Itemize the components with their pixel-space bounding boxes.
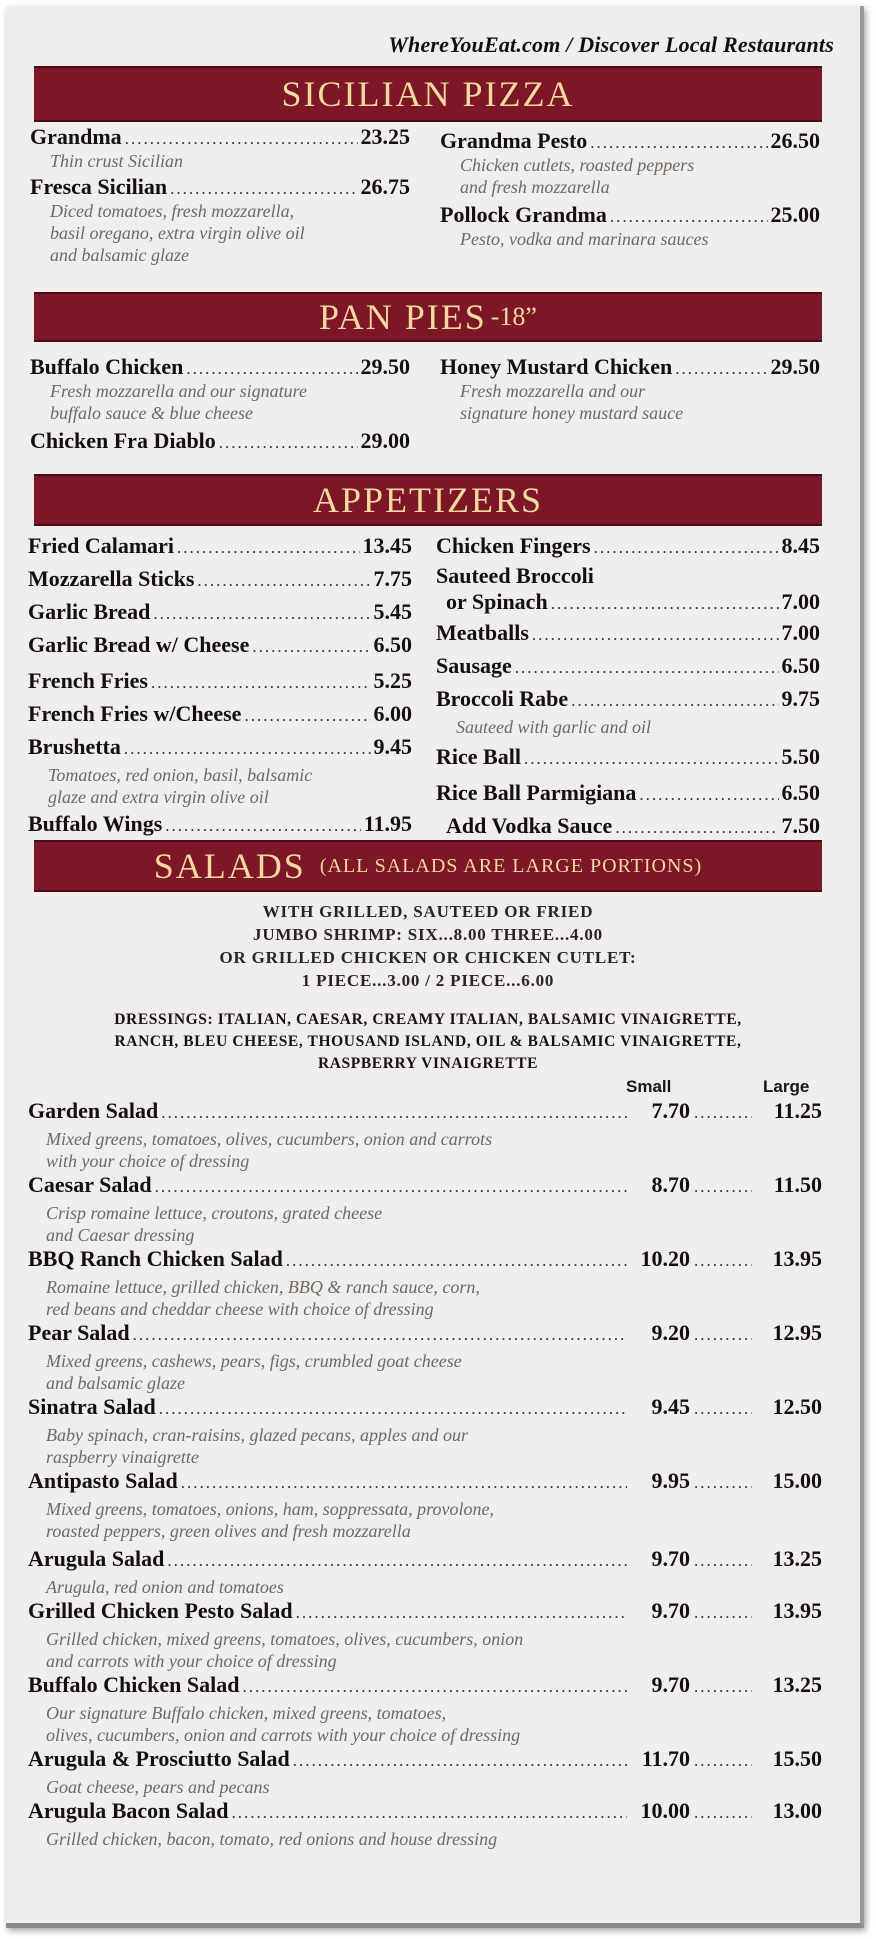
price-large: 13.95 (772, 1246, 822, 1271)
leader-dots (694, 1177, 752, 1197)
menu-item (30, 354, 410, 424)
item-name: Buffalo Wings (28, 811, 163, 836)
item-price: 13.45 (362, 533, 412, 558)
leader-dots (694, 1551, 752, 1571)
menu-item (30, 174, 410, 266)
menu-item (440, 202, 820, 250)
item-price: 25.00 (770, 202, 820, 227)
section-size: -18” (490, 302, 537, 331)
item-price: 7.75 (373, 566, 412, 591)
leader-dots (594, 532, 779, 563)
menu-item (28, 808, 412, 841)
leader-dots (219, 433, 358, 453)
menu-item (436, 650, 820, 683)
item-description: Baby spinach, cran-raisins, glazed pecans, apples and our (46, 1425, 468, 1445)
leader-dots (694, 1325, 752, 1345)
menu-item (440, 128, 820, 198)
section-subtitle: (ALL SALADS ARE LARGE PORTIONS) (319, 854, 703, 877)
item-name: French Fries w/Cheese (28, 701, 242, 726)
addon-line: WITH GRILLED, SAUTEED OR FRIED (262, 902, 594, 921)
item-name: Add Vodka Sauce (446, 813, 613, 838)
leader-dots (165, 810, 360, 841)
item-name: Chicken Fingers (436, 533, 591, 558)
item-description: Diced tomatoes, fresh mozzarella, (50, 201, 295, 221)
item-description: Pesto, vodka and marinara sauces (460, 229, 709, 249)
item-description: and Caesar dressing (46, 1225, 195, 1245)
price-small: 8.70 (651, 1172, 690, 1197)
item-description: and fresh mozzarella (460, 177, 610, 197)
leader-dots (186, 359, 357, 379)
item-name: Antipasto Salad (28, 1468, 178, 1493)
item-description: Chicken cutlets, roasted peppers (460, 155, 695, 175)
menu-item (28, 530, 412, 563)
item-name: Buffalo Chicken (30, 354, 184, 379)
leader-dots (151, 667, 371, 698)
item-name: Buffalo Chicken Salad (28, 1672, 240, 1697)
menu-item (28, 698, 412, 731)
item-price: 23.25 (360, 124, 410, 149)
item-name: Sauteed Broccoli (436, 563, 594, 588)
price-large: 15.00 (772, 1468, 822, 1493)
item-name: Fresca Sicilian (30, 174, 168, 199)
leader-dots (296, 1603, 627, 1623)
item-price: 9.45 (373, 734, 412, 759)
item-price: 7.00 (781, 620, 820, 645)
menu-item (28, 665, 412, 698)
leader-dots (639, 779, 778, 810)
item-name: Mozzarella Sticks (28, 566, 195, 591)
item-description: Romaine lettuce, grilled chicken, BBQ & ranch sauce, corn, (46, 1277, 480, 1297)
item-description: roasted peppers, green olives and fresh mozzarella (46, 1521, 411, 1541)
item-description: Our signature Buffalo chicken, mixed greens, tomatoes, (46, 1703, 447, 1723)
menu-item (436, 563, 820, 617)
item-description: Fresh mozzarella and our signature (50, 381, 308, 401)
menu-item (436, 530, 820, 563)
item-description: signature honey mustard sauce (460, 403, 684, 423)
menu-item (436, 683, 820, 738)
item-description: buffalo sauce & blue cheese (50, 403, 253, 423)
item-name: Brushetta (28, 734, 121, 759)
item-price: 29.50 (360, 354, 410, 379)
addon-line: OR GRILLED CHICKEN OR CHICKEN CUTLET: (219, 948, 637, 967)
item-name: Grandma Pesto (440, 128, 588, 153)
item-name: Garlic Bread w/ Cheese (28, 632, 250, 657)
leader-dots (524, 743, 779, 774)
item-name: Rice Ball Parmigiana (436, 780, 637, 805)
addon-line: JUMBO SHRIMP: SIX...8.00 THREE...4.00 (253, 925, 603, 944)
price-small: 9.70 (651, 1672, 690, 1697)
item-description: Mixed greens, tomatoes, onions, ham, soppressata, provolone, (46, 1499, 494, 1519)
price-small: 9.70 (651, 1598, 690, 1623)
leader-dots (694, 1251, 752, 1271)
leader-dots (694, 1677, 752, 1697)
item-description: and balsamic glaze (46, 1373, 185, 1393)
salad-item (28, 1394, 822, 1468)
item-description: Sauteed with garlic and oil (456, 717, 651, 737)
leader-dots (694, 1399, 752, 1419)
item-name: Broccoli Rabe (436, 686, 569, 711)
item-name: Grilled Chicken Pesto Salad (28, 1598, 293, 1623)
price-small: 9.95 (651, 1468, 690, 1493)
item-description: and balsamic glaze (50, 245, 189, 265)
salad-item (28, 1320, 822, 1394)
item-price: 29.00 (360, 428, 410, 453)
price-small: 9.70 (651, 1546, 690, 1571)
salad-addons (34, 900, 822, 992)
item-description: Thin crust Sicilian (50, 151, 184, 171)
menu-page (6, 6, 864, 1928)
leader-dots (155, 1177, 627, 1197)
item-name: Grandma (30, 124, 122, 149)
leader-dots (170, 179, 357, 199)
item-name: Garden Salad (28, 1098, 159, 1123)
site-watermark: WhereYouEat.com / Discover Local Restaurants (388, 32, 834, 57)
item-description: Goat cheese, pears and pecans (46, 1777, 270, 1797)
leader-dots (286, 1251, 627, 1271)
leader-dots (694, 1751, 752, 1771)
item-price: 5.45 (373, 599, 412, 624)
section-header-sicilian-pizza (34, 66, 822, 122)
pan-pies-left-column (30, 354, 410, 454)
leader-dots (181, 1473, 627, 1493)
item-price: 7.00 (781, 589, 820, 614)
item-description: Mixed greens, tomatoes, olives, cucumbers, onion and carrots (46, 1129, 493, 1149)
item-description: basil oregano, extra virgin olive oil (50, 223, 305, 243)
leader-dots (153, 598, 370, 629)
item-description: Tomatoes, red onion, basil, balsamic (48, 765, 313, 785)
section-title: APPETIZERS (312, 480, 544, 520)
item-name: Sinatra Salad (28, 1394, 156, 1419)
leader-dots (694, 1603, 752, 1623)
leader-dots (244, 700, 370, 731)
salad-item (28, 1172, 822, 1246)
leader-dots (243, 1677, 628, 1697)
section-header-appetizers (34, 474, 822, 526)
item-description: red beans and cheddar cheese with choice of dressing (46, 1299, 434, 1319)
price-large: 13.25 (772, 1672, 822, 1697)
price-large: 15.50 (772, 1746, 822, 1771)
dressings-line: RANCH, BLEU CHEESE, THOUSAND ISLAND, OIL & BALSAMIC VINAIGRETTE, (114, 1033, 742, 1050)
menu-item (440, 354, 820, 424)
menu-item (436, 741, 820, 774)
leader-dots (590, 133, 767, 153)
item-description: olives, cucumbers, onion and carrots with your choice of dressing (46, 1725, 521, 1745)
price-large: 12.50 (772, 1394, 822, 1419)
item-name: Arugula Salad (28, 1546, 165, 1571)
item-price: 11.95 (363, 811, 412, 836)
salad-item (28, 1598, 822, 1672)
leader-dots (532, 619, 779, 650)
price-small: 10.20 (640, 1246, 690, 1271)
leader-dots (167, 1551, 627, 1571)
addon-line: 1 PIECE...3.00 / 2 PIECE...6.00 (301, 971, 555, 990)
leader-dots (293, 1751, 627, 1771)
price-large: 11.25 (773, 1098, 822, 1123)
item-description: Grilled chicken, mixed greens, tomatoes, olives, cucumbers, onion (46, 1629, 524, 1649)
item-description: Mixed greens, cashews, pears, figs, crumbled goat cheese (46, 1351, 462, 1371)
pan-pies-right-column (440, 354, 820, 424)
item-description: Grilled chicken, bacon, tomato, red onions and house dressing (46, 1829, 498, 1849)
item-name: Sausage (436, 653, 512, 678)
menu-item (28, 563, 412, 596)
price-small: 7.70 (651, 1098, 690, 1123)
section-title: SICILIAN PIZZA (281, 74, 575, 114)
appetizers-left-column (28, 530, 412, 841)
price-small: 9.20 (651, 1320, 690, 1345)
item-name: Rice Ball (436, 744, 521, 769)
item-name: Pollock Grandma (440, 202, 607, 227)
leader-dots (571, 685, 778, 716)
item-price: 6.50 (781, 780, 820, 805)
leader-dots (615, 812, 778, 843)
item-price: 5.50 (781, 744, 820, 769)
salad-item (28, 1746, 822, 1798)
leader-dots (675, 359, 767, 379)
appetizers-right-column (436, 530, 820, 843)
leader-dots (515, 652, 779, 683)
item-name: Honey Mustard Chicken (440, 354, 673, 379)
salad-item (28, 1468, 822, 1542)
size-header-small: Small (626, 1077, 672, 1096)
item-description: raspberry vinaigrette (46, 1447, 199, 1467)
price-small: 10.00 (640, 1798, 690, 1823)
item-description: with your choice of dressing (46, 1151, 250, 1171)
price-large: 13.00 (772, 1798, 822, 1823)
item-price: 7.50 (781, 813, 820, 838)
salad-item (28, 1546, 822, 1598)
size-header-large: Large (763, 1077, 810, 1096)
leader-dots (252, 631, 370, 662)
item-name: Fried Calamari (28, 533, 175, 558)
salad-item (28, 1798, 822, 1850)
item-description: and carrots with your choice of dressing (46, 1651, 337, 1671)
item-price: 26.50 (770, 128, 820, 153)
menu-item (30, 428, 410, 454)
section-title: SALADS (153, 846, 306, 886)
salad-dressings (28, 1009, 828, 1075)
item-price: 29.50 (770, 354, 820, 379)
leader-dots (124, 733, 371, 764)
leader-dots (232, 1803, 628, 1823)
item-price: 8.45 (781, 533, 820, 558)
item-name: Pear Salad (28, 1320, 130, 1345)
item-price: 6.00 (373, 701, 412, 726)
menu-item (30, 124, 410, 172)
item-price: 5.25 (373, 668, 412, 693)
menu-item (436, 777, 820, 810)
leader-dots (694, 1803, 752, 1823)
leader-dots (161, 1103, 627, 1123)
item-name: French Fries (28, 668, 148, 693)
item-name: Garlic Bread (28, 599, 151, 624)
leader-dots (694, 1103, 752, 1123)
dressings-line: DRESSINGS: ITALIAN, CAESAR, CREAMY ITALIAN, BALSAMIC VINAIGRETTE, (114, 1011, 742, 1028)
item-price: 26.75 (360, 174, 410, 199)
leader-dots (197, 565, 370, 596)
item-name: Meatballs (436, 620, 529, 645)
item-name: Arugula & Prosciutto Salad (28, 1746, 290, 1771)
item-description: glaze and extra virgin olive oil (48, 787, 269, 807)
leader-dots (177, 532, 359, 563)
leader-dots (125, 129, 358, 149)
menu-item (28, 629, 412, 662)
leader-dots (694, 1473, 752, 1493)
item-description: Fresh mozzarella and our (460, 381, 646, 401)
item-name: Arugula Bacon Salad (28, 1798, 229, 1823)
sicilian-right-column (440, 128, 820, 250)
sicilian-left-column (30, 124, 410, 266)
menu-item (28, 596, 412, 629)
item-description: Arugula, red onion and tomatoes (46, 1577, 284, 1597)
item-price: 6.50 (373, 632, 412, 657)
leader-dots (159, 1399, 627, 1419)
section-header-pan-pies (34, 292, 822, 342)
item-description: Crisp romaine lettuce, croutons, grated cheese (46, 1203, 383, 1223)
salad-item (28, 1246, 822, 1320)
price-large: 12.95 (772, 1320, 822, 1345)
leader-dots (551, 591, 779, 617)
leader-dots (133, 1325, 627, 1345)
menu-item (436, 617, 820, 650)
price-large: 11.50 (773, 1172, 822, 1197)
item-name: Chicken Fra Diablo (30, 428, 216, 453)
leader-dots (610, 207, 768, 227)
item-name: BBQ Ranch Chicken Salad (28, 1246, 283, 1271)
price-large: 13.25 (772, 1546, 822, 1571)
item-name-line2: or Spinach (446, 589, 548, 614)
section-title: PAN PIES (319, 297, 487, 337)
price-small: 9.45 (651, 1394, 690, 1419)
price-large: 13.95 (772, 1598, 822, 1623)
menu-item (28, 731, 412, 808)
salad-list (28, 1098, 822, 1850)
price-small: 11.70 (641, 1746, 690, 1771)
menu-item (436, 810, 820, 843)
dressings-line: RASPBERRY VINAIGRETTE (317, 1055, 539, 1072)
item-price: 6.50 (781, 653, 820, 678)
item-price: 9.75 (781, 686, 820, 711)
section-header-salads (34, 840, 822, 892)
item-name: Caesar Salad (28, 1172, 152, 1197)
salad-item (28, 1098, 822, 1172)
salad-item (28, 1672, 822, 1746)
